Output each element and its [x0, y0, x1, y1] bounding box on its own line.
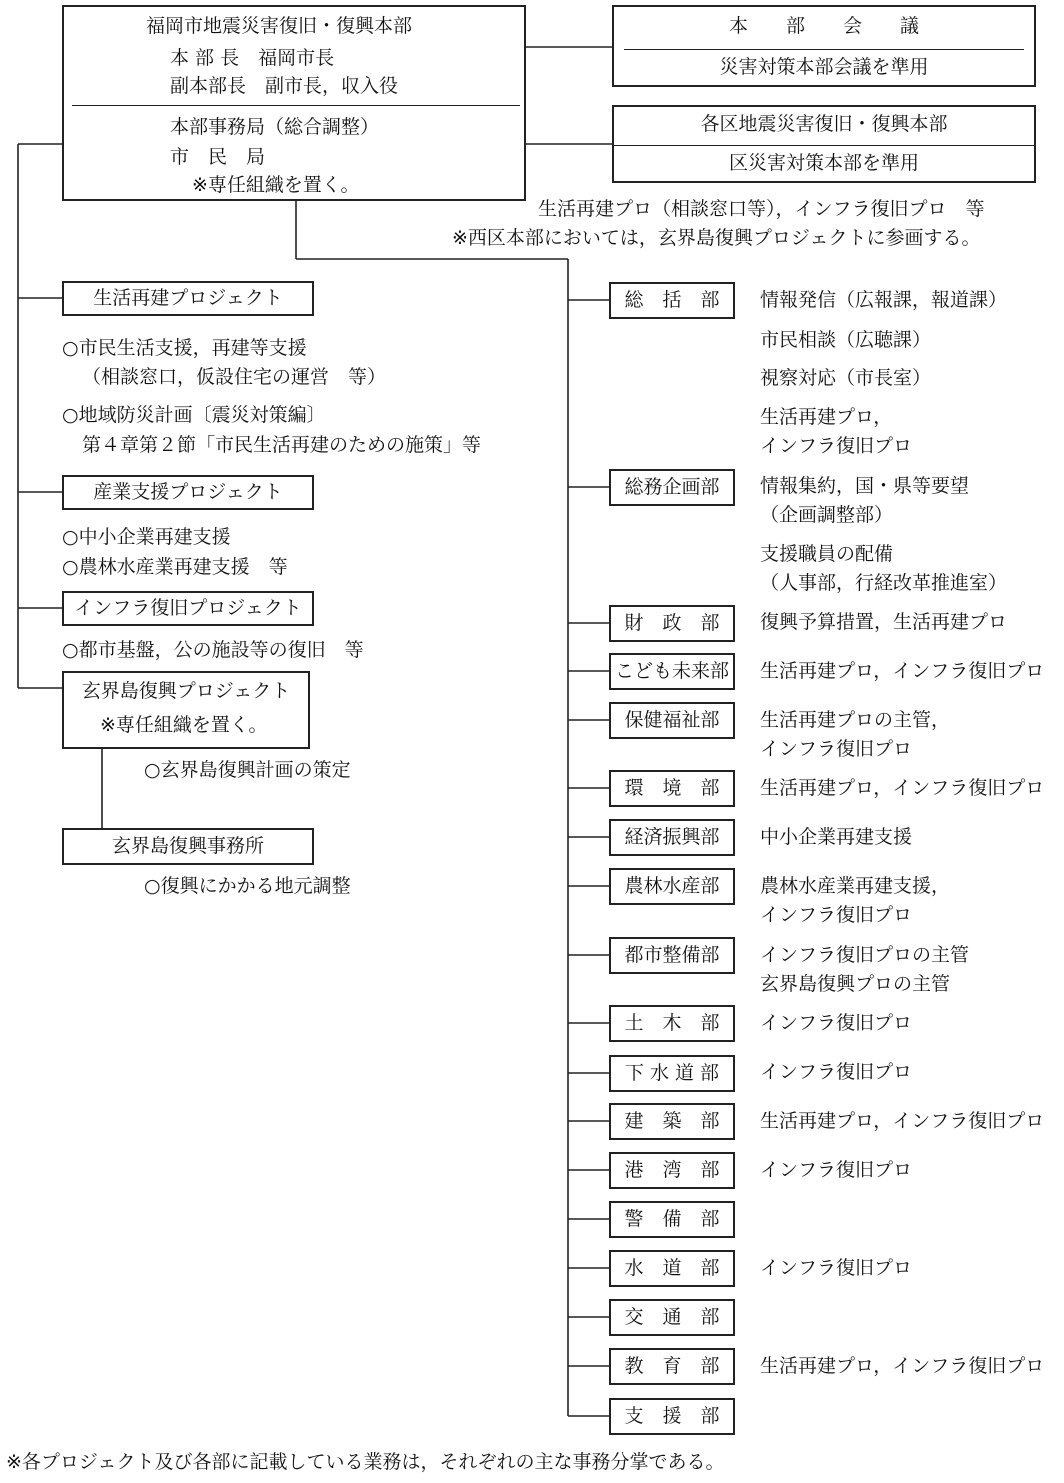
dept-task: インフラ復旧プロの主管: [760, 944, 970, 966]
hq-title: 福岡市地震災害復旧・復興本部: [146, 15, 413, 37]
dept-task: 市民相談（広聴課）: [760, 329, 932, 351]
genkai-office-box: 玄界島復興事務所: [62, 828, 314, 865]
dept-task: 生活再建プロ，: [760, 406, 893, 428]
project-genkai-item-1: ○玄界島復興計画の策定: [144, 759, 351, 781]
project-life-rebuild: 生活再建プロジェクト: [62, 281, 314, 316]
dept-box: 土 木 部: [609, 1005, 735, 1042]
hq-bureau: 市 民 局: [170, 146, 266, 168]
project-life-item-2a: ○地域防災計画〔震災対策編〕: [62, 404, 326, 426]
dept-box: 保健福祉部: [609, 702, 735, 739]
ward-note-2: ※西区本部においては，玄界島復興プロジェクトに参画する。: [452, 227, 981, 249]
genkai-office-item: ○復興にかかる地元調整: [144, 875, 351, 897]
meeting-box: [612, 5, 1036, 87]
dept-box: 下 水 道 部: [609, 1055, 735, 1092]
project-life-item-2b: 第４章第２節「市民生活再建のための施策」等: [82, 434, 482, 456]
hq-box: [62, 5, 526, 201]
meeting-sub: 災害対策本部会議を準用: [719, 56, 929, 78]
project-industry-support: 産業支援プロジェクト: [62, 475, 314, 510]
dept-task: インフラ復旧プロ: [760, 1159, 913, 1181]
dept-box: 建 築 部: [609, 1103, 735, 1140]
ward-sub: 区災害対策本部を準用: [728, 152, 919, 174]
dept-box: 支 援 部: [609, 1398, 735, 1435]
project-genkai-label: 玄界島復興プロジェクト: [81, 680, 291, 702]
dept-task: 生活再建プロ，インフラ復旧プロ: [760, 660, 1045, 682]
hq-note: ※専任組織を置く。: [192, 174, 360, 196]
dept-task: （企画調整部）: [760, 504, 894, 526]
dept-box: 農林水産部: [609, 868, 735, 905]
dept-task: インフラ復旧プロ: [760, 904, 913, 926]
dept-task: 生活再建プロ，インフラ復旧プロ: [760, 777, 1045, 799]
dept-task: インフラ復旧プロ: [760, 1061, 913, 1083]
dept-box: 警 備 部: [609, 1201, 735, 1238]
footnote: ※各プロジェクト及び各部に記載している業務は，それぞれの主な事務分掌である。: [6, 1451, 725, 1473]
project-genkai-note: ※専任組織を置く。: [100, 714, 268, 736]
ward-note-1: 生活再建プロ（相談窓口等），インフラ復旧プロ 等: [538, 198, 985, 220]
hq-chief: 本 部 長 福岡市長: [170, 47, 335, 69]
dept-box: 経済振興部: [609, 819, 735, 856]
dept-task: 生活再建プロの主管，: [760, 709, 951, 731]
meeting-divider: [624, 49, 1024, 50]
dept-box: 交 通 部: [609, 1299, 735, 1336]
dept-task: 中小企業再建支援: [760, 826, 913, 848]
ward-divider: [614, 145, 1034, 146]
dept-task: 復興予算措置，生活再建プロ: [760, 611, 1008, 633]
dept-box: 総 括 部: [609, 282, 735, 319]
hq-vice: 副本部長 副市長，収入役: [170, 75, 399, 97]
dept-task: インフラ復旧プロ: [760, 435, 913, 457]
dept-task: 支援職員の配備: [760, 543, 894, 565]
dept-task: インフラ復旧プロ: [760, 738, 913, 760]
dept-task: インフラ復旧プロ: [760, 1257, 913, 1279]
hq-divider: [72, 105, 520, 106]
project-life-item-1a: ○市民生活支援，再建等支援: [62, 337, 307, 359]
project-life-item-1b: （相談窓口，仮設住宅の運営 等）: [82, 366, 387, 388]
hq-secretariat: 本部事務局（総合調整）: [170, 116, 380, 138]
dept-task: 情報発信（広報課，報道課）: [760, 289, 1008, 311]
dept-box: こども未来部: [609, 653, 735, 690]
dept-task: 視察対応（市長室）: [760, 367, 932, 389]
dept-task: 生活再建プロ，インフラ復旧プロ: [760, 1110, 1045, 1132]
dept-task: 情報集約，国・県等要望: [760, 475, 970, 497]
project-industry-item-2: ○農林水産業再建支援 等: [62, 556, 288, 578]
dept-box: 港 湾 部: [609, 1152, 735, 1189]
project-infra-recovery: インフラ復旧プロジェクト: [62, 591, 314, 626]
dept-box: 環 境 部: [609, 770, 735, 807]
dept-task: 玄界島復興プロの主管: [760, 973, 951, 995]
project-infra-item-1: ○都市基盤，公の施設等の復旧 等: [62, 639, 364, 661]
dept-box: 総務企画部: [609, 469, 735, 506]
meeting-title: 本 部 会 議: [728, 15, 919, 37]
dept-task: 農林水産業再建支援，: [760, 875, 951, 897]
dept-task: （人事部，行経改革推進室）: [760, 572, 1008, 594]
dept-box: 水 道 部: [609, 1250, 735, 1287]
ward-box: [612, 105, 1036, 183]
ward-title: 各区地震災害復旧・復興本部: [700, 113, 948, 135]
dept-task: インフラ復旧プロ: [760, 1012, 913, 1034]
dept-box: 都市整備部: [609, 937, 735, 974]
project-industry-item-1: ○中小企業再建支援: [62, 526, 231, 548]
dept-box: 財 政 部: [609, 605, 735, 642]
project-genkai-box: [62, 671, 310, 749]
dept-task: 生活再建プロ，インフラ復旧プロ: [760, 1355, 1045, 1377]
dept-box: 教 育 部: [609, 1348, 735, 1385]
